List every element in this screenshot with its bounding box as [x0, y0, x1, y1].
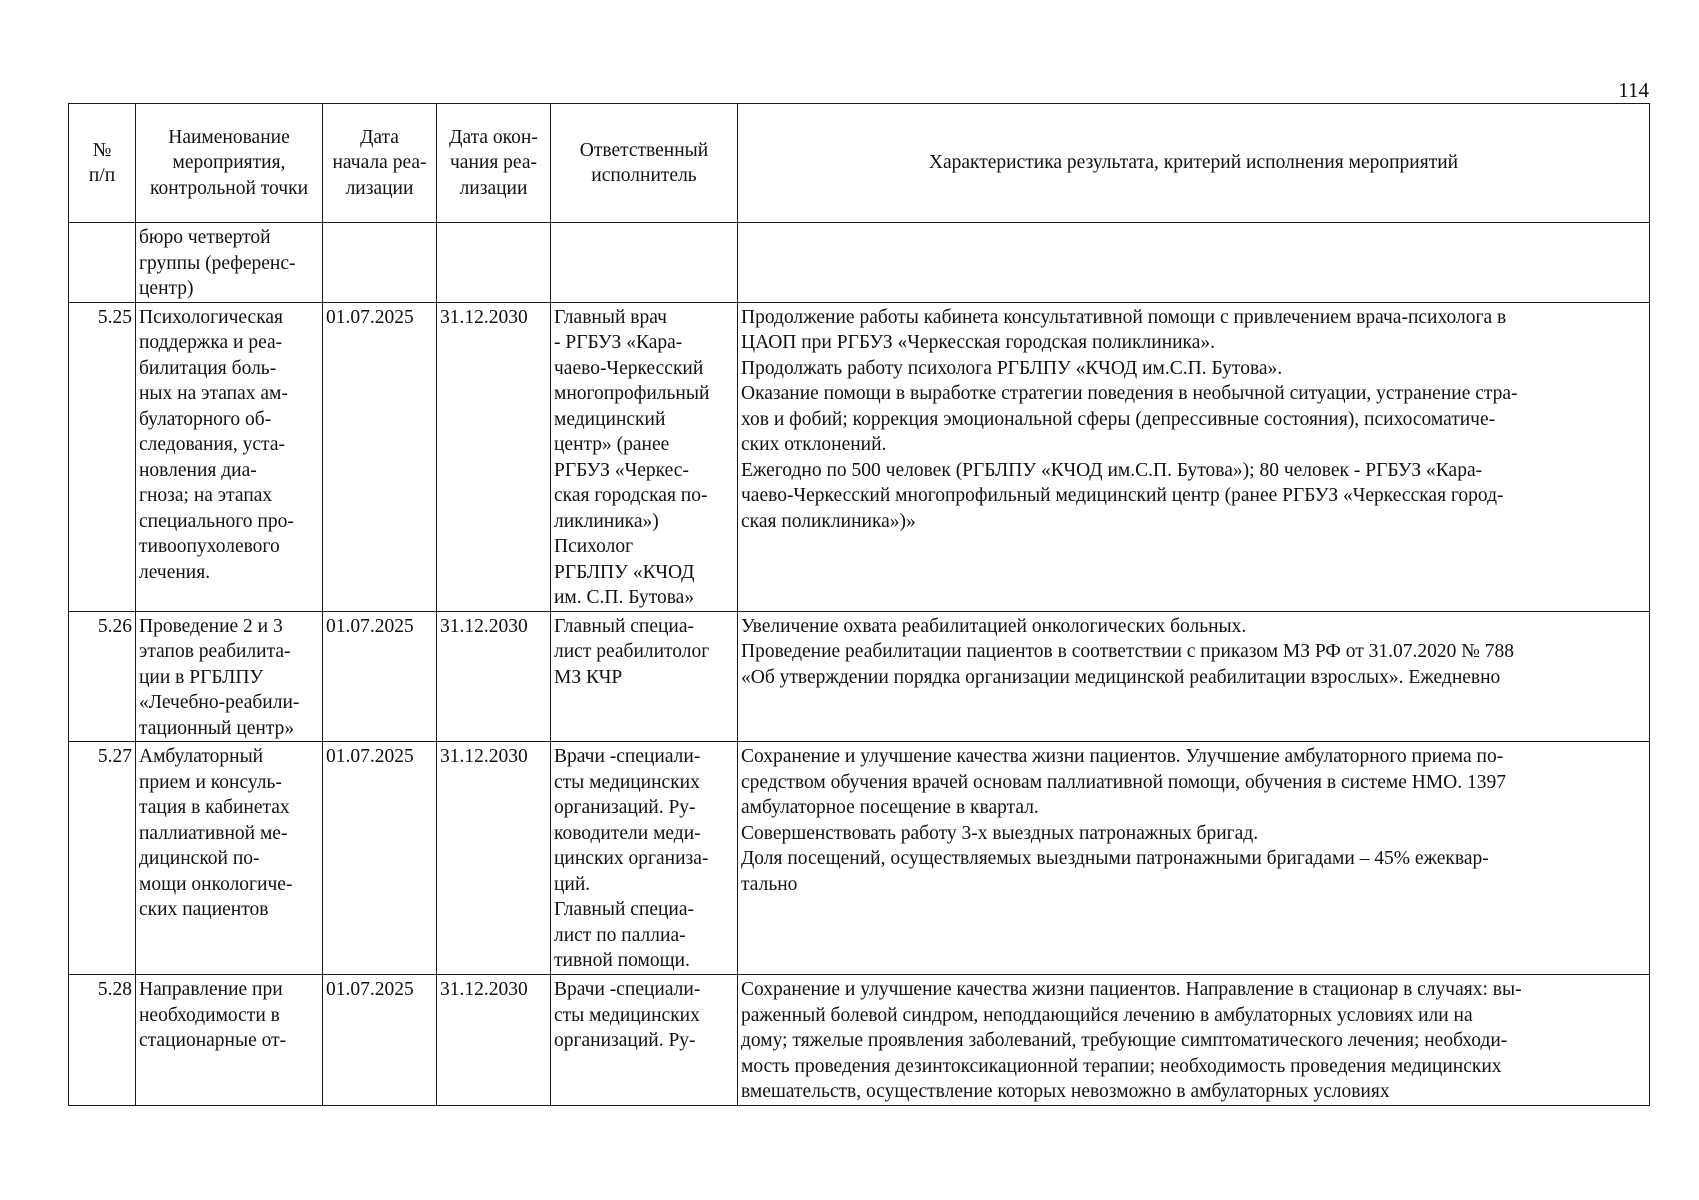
text-line: Наименование	[168, 126, 290, 148]
text-line: п/п	[88, 165, 116, 186]
text-line: раженный болевой синдром, неподдающийся лечению в амбулаторных условиях или на	[741, 1004, 1473, 1026]
text-line: ных на этапах ам-	[139, 383, 288, 404]
result-description	[738, 611, 1650, 742]
text-line: Психолог	[554, 536, 634, 557]
text-line: ций.	[554, 873, 591, 895]
responsible-executor	[551, 742, 738, 975]
text-line: мощи онкологиче-	[139, 873, 293, 895]
start-date: 01.07.2025	[323, 302, 437, 611]
event-name	[136, 742, 323, 975]
end-date	[437, 223, 551, 303]
header-number	[69, 104, 136, 223]
text-line: булаторного об-	[139, 408, 272, 430]
text-line: Увеличение охвата реабилитацией онкологических больных.	[741, 615, 1247, 637]
text-line: многопрофильный	[554, 383, 710, 404]
text-line: средством обучения врачей основам паллиативной помощи, обучения в системе НМО. 1397	[741, 771, 1506, 793]
text-line: организаций. Ру-	[554, 1030, 696, 1051]
start-date: 01.07.2025	[323, 742, 437, 975]
result-description	[738, 975, 1650, 1106]
end-date: 31.12.2030	[437, 611, 551, 742]
text-line: Доля посещений, осуществляемых выездными патронажными бригадами – 45% ежеквар-	[741, 848, 1489, 869]
responsible-executor	[551, 611, 738, 742]
row-number	[69, 223, 136, 303]
event-name	[136, 223, 323, 303]
text-line: МЗ КЧР	[554, 666, 623, 688]
text-line: гноза; на этапах	[139, 485, 273, 506]
text-line: чаево-Черкесский	[554, 357, 704, 379]
text-line: медицинский	[554, 408, 666, 430]
text-line: Направление при	[139, 979, 283, 1000]
start-date	[323, 223, 437, 303]
text-line: центр» (ранее	[554, 434, 670, 455]
event-name	[136, 611, 323, 742]
text-line: №	[92, 139, 112, 161]
text-line: ская городская по-	[554, 485, 708, 506]
text-line: Ежегодно по 500 человек (РГБЛПУ «КЧОД им.С.П. Бутова»); 80 человек - РГБУЗ «Кара-	[741, 459, 1483, 481]
text-line: ских пациентов	[139, 899, 269, 920]
text-line: «Лечебно-реабили-	[139, 692, 300, 713]
text-line: Проведение 2 и 3	[139, 615, 283, 637]
text-line: Психологическая	[139, 306, 283, 328]
text-line: билитация боль-	[139, 357, 277, 379]
text-line: Ответственный	[579, 139, 709, 161]
header-responsible	[551, 104, 738, 223]
text-line: поддержка и реа-	[139, 332, 283, 353]
table-row	[69, 611, 1650, 742]
action-plan-table	[68, 103, 1650, 1106]
text-line: тально	[741, 873, 798, 895]
result-description	[738, 302, 1650, 611]
header-result-characteristics	[738, 104, 1650, 223]
text-line: Продолжать работу психолога РГБЛПУ «КЧОД им.С.П. Бутова».	[741, 357, 1283, 379]
row-number: 5.25	[69, 302, 136, 611]
row-number: 5.27	[69, 742, 136, 975]
result-description	[738, 742, 1650, 975]
text-line: тационный центр»	[139, 717, 295, 739]
text-line: тация в кабинетах	[139, 797, 290, 818]
text-line: ских отклонений.	[741, 434, 887, 455]
text-line: Продолжение работы кабинета консультативной помощи с привлечением врача-психолога в	[741, 306, 1507, 328]
responsible-executor	[551, 223, 738, 303]
table-row	[69, 223, 1650, 303]
text-line: - РГБУЗ «Кара-	[554, 332, 683, 353]
responsible-executor	[551, 302, 738, 611]
text-line: лизации	[345, 177, 414, 199]
text-line: мость проведения дезинтоксикационной терапии; необходимость проведения медицинских	[741, 1055, 1502, 1077]
text-line: Главный врач	[554, 306, 667, 328]
text-line: Амбулаторный	[139, 746, 264, 767]
text-line: сты медицинских	[554, 771, 700, 793]
text-line: амбулаторное посещение в квартал.	[741, 797, 1039, 818]
text-line: ская поликлиника»)»	[741, 510, 916, 532]
text-line: ководители меди-	[554, 822, 701, 844]
text-line: Врачи -специали-	[554, 746, 701, 767]
text-line: начала реа-	[332, 152, 427, 174]
header-end-date	[437, 104, 551, 223]
text-line: РГБЛПУ «КЧОД	[554, 561, 695, 583]
header-start-date	[323, 104, 437, 223]
table-row	[69, 742, 1650, 975]
end-date: 31.12.2030	[437, 302, 551, 611]
text-line: ЦАОП при РГБУЗ «Черкесская городская поликлиника».	[741, 332, 1216, 353]
text-line: Сохранение и улучшение качества жизни пациентов. Улучшение амбулаторного приема по-	[741, 746, 1504, 767]
responsible-executor	[551, 975, 738, 1106]
text-line: ликлиника»)	[554, 510, 659, 532]
text-line: сты медицинских	[554, 1004, 700, 1026]
table-header-row	[69, 104, 1650, 223]
text-line: тивной помощи.	[554, 950, 690, 971]
text-line: центр)	[139, 278, 194, 299]
row-number: 5.26	[69, 611, 136, 742]
text-line: дицинской по-	[139, 848, 260, 869]
text-line: чаево-Черкесский многопрофильный медицинский центр (ранее РГБУЗ «Черкесская город-	[741, 485, 1504, 506]
text-line: чания реа-	[450, 152, 537, 174]
text-line: Характеристика результата, критерий исполнения мероприятий	[928, 152, 1459, 174]
text-line: Главный специа-	[554, 615, 695, 637]
text-line: им. С.П. Бутова»	[554, 587, 695, 608]
start-date: 01.07.2025	[323, 975, 437, 1106]
text-line: Оказание помощи в выработке стратегии поведения в необычной ситуации, устранение стра-	[741, 383, 1518, 404]
text-line: Главный специа-	[554, 899, 695, 920]
text-line: Врачи -специали-	[554, 979, 701, 1000]
text-line: лизации	[459, 177, 528, 199]
text-line: группы (референс-	[139, 252, 296, 274]
header-event-name	[136, 104, 323, 223]
text-line: хов и фобий; коррекция эмоциональной сферы (депрессивные состояния), психосоматиче-	[741, 408, 1496, 430]
text-line: лист реабилитолог	[554, 641, 710, 662]
text-line: специального про-	[139, 510, 294, 532]
text-line: Дата окон-	[449, 126, 538, 148]
row-number: 5.28	[69, 975, 136, 1106]
text-line: этапов реабилита-	[139, 641, 291, 662]
text-line: вмешательств, осуществление которых невозможно в амбулаторных условиях	[741, 1081, 1390, 1102]
text-line: паллиативной ме-	[139, 822, 288, 844]
text-line: бюро четвертой	[139, 227, 271, 248]
text-line: новления диа-	[139, 459, 257, 481]
table-row	[69, 975, 1650, 1106]
text-line: мероприятия,	[172, 152, 286, 174]
text-line: дому; тяжелые проявления заболеваний, требующие симптоматического лечения; необходи-	[741, 1030, 1508, 1051]
text-line: стационарные от-	[139, 1030, 287, 1051]
event-name	[136, 302, 323, 611]
text-line: следования, уста-	[139, 434, 285, 455]
text-line: тивоопухолевого	[139, 536, 280, 557]
text-line: цинских организа-	[554, 848, 709, 869]
result-description	[738, 223, 1650, 303]
start-date: 01.07.2025	[323, 611, 437, 742]
text-line: Сохранение и улучшение качества жизни пациентов. Направление в стационар в случаях: вы-	[741, 979, 1522, 1000]
event-name	[136, 975, 323, 1106]
text-line: лечения.	[139, 561, 211, 583]
text-line: ции в РГБЛПУ	[139, 666, 264, 688]
end-date: 31.12.2030	[437, 742, 551, 975]
text-line: необходимости в	[139, 1004, 280, 1026]
text-line: лист по паллиа-	[554, 924, 686, 946]
text-line: Дата	[360, 126, 399, 148]
text-line: прием и консуль-	[139, 771, 282, 793]
table-row	[69, 302, 1650, 611]
text-line: Совершенствовать работу 3-х выездных патронажных бригад.	[741, 822, 1259, 844]
end-date: 31.12.2030	[437, 975, 551, 1106]
page-number: 114	[1618, 78, 1649, 102]
text-line: контрольной точки	[149, 177, 309, 199]
text-line: организаций. Ру-	[554, 797, 696, 818]
text-line: Проведение реабилитации пациентов в соответствии с приказом МЗ РФ от 31.07.2020 № 788	[741, 641, 1514, 662]
text-line: РГБУЗ «Черкес-	[554, 459, 689, 481]
text-line: «Об утверждении порядка организации медицинской реабилитации взрослых». Ежедневно	[741, 666, 1501, 688]
text-line: исполнитель	[591, 165, 697, 186]
